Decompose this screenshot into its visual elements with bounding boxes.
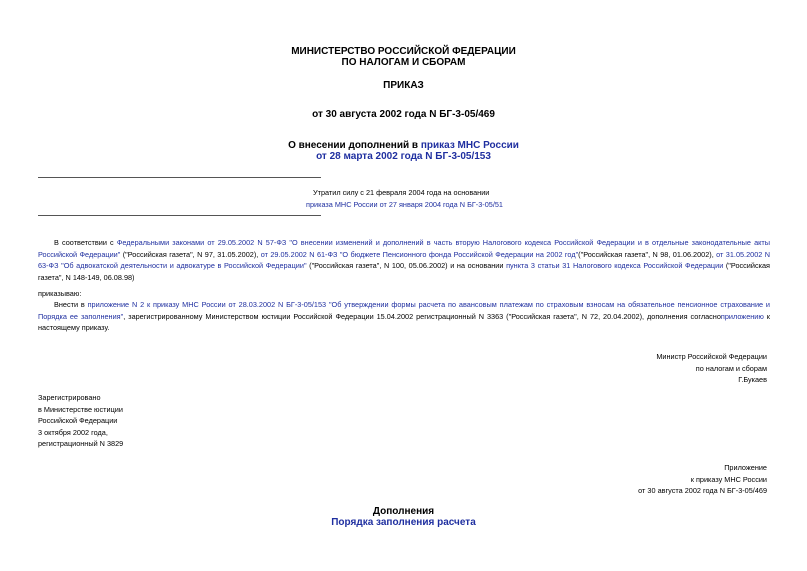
signature-title: Министр Российской Федерации (656, 352, 767, 361)
order-text-1: Внести в (54, 300, 88, 309)
registration-line1: Зарегистрировано (38, 393, 101, 402)
document-date-number: от 30 августа 2002 года N БГ-3-05/469 (312, 109, 495, 120)
divider-bottom (38, 215, 321, 216)
appendix-2-link[interactable]: приложение N 2 к приказу МНС России от 28.03.2002 N БГ-3-05/153 "Об утверждении формы расчета по авансовым платежам по страховым взносам на обязательное пенсионное страхование и Порядка ее заполнения" (38, 300, 770, 321)
order-paragraph (38, 299, 770, 334)
registration-line3: Российской Федерации (38, 416, 118, 425)
federal-law-57-link[interactable]: Федеральными законами от 29.05.2002 N 57-ФЗ "О внесении изменений и дополнений в часть вторую Налогового кодекса Российской Федерации и в отдельные законодательные акты Российской Федерации" (38, 238, 770, 259)
appendix-line3: от 30 августа 2002 года N БГ-3-05/469 (638, 486, 767, 495)
divider-top (38, 177, 321, 178)
signature-block (656, 351, 767, 386)
repeal-order-link[interactable]: приказа МНС России от 27 января 2004 года N БГ-3-05/51 (306, 200, 503, 209)
ministry-name-line2: ПО НАЛОГАМ И СБОРАМ (341, 57, 466, 68)
amended-order-link[interactable]: приказ МНС России (420, 140, 519, 151)
preamble-text-1: В соответствии с (54, 238, 117, 247)
order-text-2: , зарегистрированному Министерством юстиции Российской Федерации 15.04.2002 регистрационный N 3363 ("Российская газета", N 72, 20.04.2002), дополнения согласно (123, 311, 721, 321)
appendix-line1: Приложение (724, 463, 767, 472)
appendix-link[interactable]: приложению (720, 311, 764, 321)
preamble-text-5: ("Российская газета", N 148-149, 06.08.98) (38, 261, 770, 282)
order-text-3: к настоящему приказу. (38, 311, 770, 332)
preamble-text-2: ("Российская газета", N 97, 31.05.2002), (120, 249, 261, 259)
registration-line5: регистрационный N 3829 (38, 439, 124, 448)
document-type: ПРИКАЗ (383, 80, 424, 91)
tax-code-article-link[interactable]: пункта 3 статьи 31 Налогового кодекса Российской Федерации (506, 261, 724, 270)
federal-law-63-link[interactable]: от 31.05.2002 N 63-ФЗ "Об адвокатской деятельности и адвокатуре в Российской Федерации" (38, 249, 770, 270)
appendix-block (638, 462, 767, 497)
ministry-name-line1: МИНИСТЕРСТВО РОССИЙСКОЙ ФЕДЕРАЦИИ (291, 46, 516, 57)
status-text: Утратил силу с 21 февраля 2004 года на основании (313, 188, 490, 197)
registration-block (38, 392, 123, 450)
title-prefix: О внесении дополнений в (288, 140, 421, 151)
preamble-text-3: ("Российская газета", N 98, 01.06.2002), (578, 249, 717, 259)
appendix-heading: Дополнения (372, 506, 435, 517)
registration-line4: 3 октября 2002 года, (38, 427, 108, 437)
preamble-text-4: ("Российская газета", N 100, 05.06.2002) и на основании (306, 261, 507, 270)
document-title-line2 (0, 151, 807, 163)
appendix-subheading-link[interactable]: Порядка заполнения расчета (331, 517, 476, 528)
registration-line2: в Министерстве юстиции (38, 404, 123, 414)
signature-name: Г.Букаев (738, 375, 767, 384)
federal-law-61-link[interactable]: от 29.05.2002 N 61-ФЗ "О бюджете Пенсионного фонда Российской Федерации на 2002 год" (260, 249, 579, 259)
preamble-paragraph (38, 237, 770, 283)
signature-subtitle: по налогам и сборам (695, 363, 767, 373)
appendix-line2: к приказу МНС России (690, 474, 767, 484)
order-word: приказываю: (38, 289, 82, 298)
amended-order-date-link[interactable]: от 28 марта 2002 года N БГ-3-05/153 (316, 151, 491, 162)
